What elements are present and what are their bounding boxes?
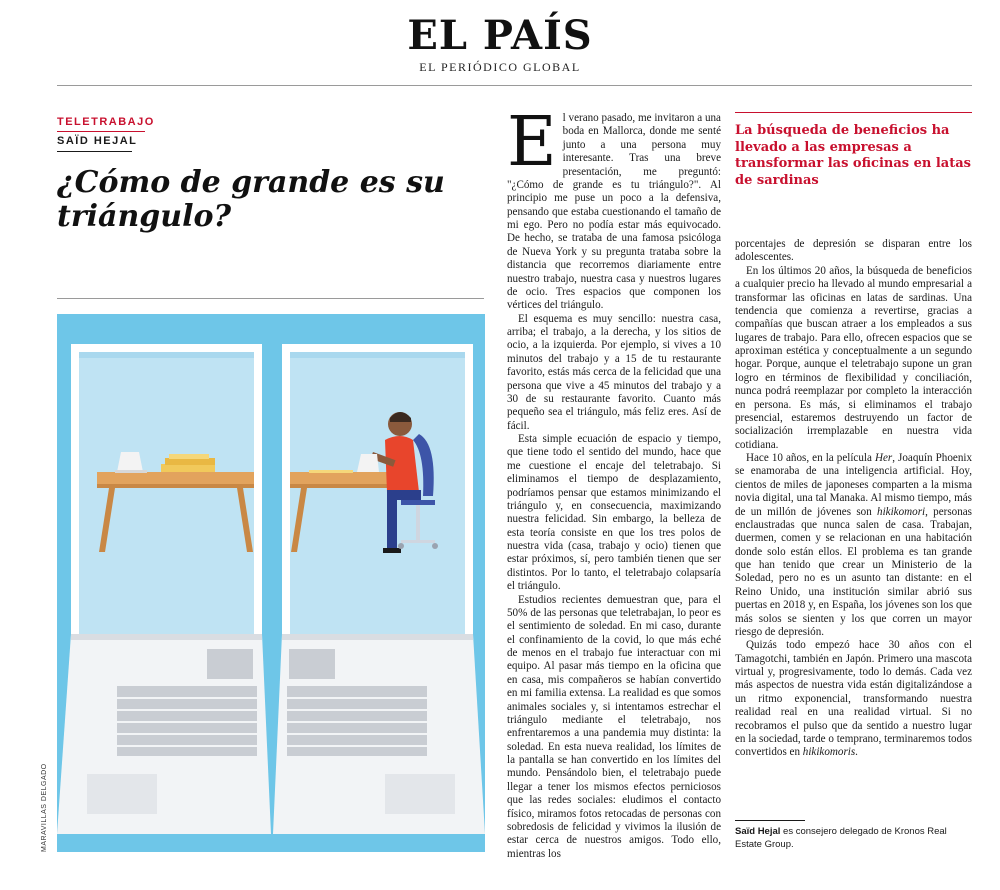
article-illustration [57,314,485,852]
body-paragraph: porcentajes de depresión se disparan entre los adolescentes. [735,238,972,264]
brand-tagline: EL PERIÓDICO GLOBAL [419,60,581,74]
pull-quote: La búsqueda de beneficios ha llevado a las empresas a transformar las oficinas en latas de sardinas [735,123,971,188]
illustration-credit: MARAVILLAS DELGADO [41,763,48,852]
author-bio: Saïd Hejal es consejero delegado de Kronos Real Estate Group. [735,826,947,850]
term-italic: hikikomoris [802,746,856,759]
author-label[interactable]: SAÏD HEJAL [57,135,138,147]
term-italic: hikikomori [877,505,926,518]
pull-quote-rule [735,112,972,113]
body-paragraph: Esta simple ecuación de espacio y tiempo, que tiene todo el sentido del mundo, hace que me cuestione el encaje del teletrabajo. Si eliminamos el tiempo de desplazamiento, podríamos pensar que estamos minimizando el triángulo y, en consecuencia, maximizando nuestra felicidad. Sin embargo, la belleza de esta teoría consiste en que los tres polos de nuestra vida (casa, trabajo y ocio) tienen que estar próximos, sí, pero también tienen que ser distintos. Por lo tanto, el teletrabajo colapsaría el triángulo. [507,433,721,593]
section-label[interactable]: TELETRABAJO [57,116,155,128]
body-column-1 [507,103,721,861]
bio-divider [735,820,805,821]
brand-logo[interactable]: EL PAÍS [407,12,593,59]
body-paragraph: El esquema es muy sencillo: nuestra casa, arriba; el trabajo, a la derecha, y los sitios de ocio, a la izquierda. Por ejemplo, si vives a 10 minutos del trabajo y a 15 de tu restaurante favorito, estás más cerca de la felicidad que una persona que vive a 45 minutos del trabajo y a 30 de su restaurante favorito. Cuanto más pequeño sea el triángulo, más feliz eres. Así de fácil. [507,312,721,432]
body-paragraph: En los últimos 20 años, la búsqueda de beneficios a cualquier precio ha llevado al mundo empresarial a transformar las oficinas en latas de sardinas. Una tendencia que comienza a revertirse, gracias a compañías que buscan atraer a los empleados a sus lugares de trabajo. Para ello, ofrecen espacios que se aproximan estética y conceptualmente a un segundo hogar. Porque, aunque el teletrabajo supone un gran logro en términos de flexibilidad y conciliación, nunca podrá reemplazar por completo la interacción en persona. Es más, si eliminamos el trabajo presencial, estaremos destruyendo un factor de socialización irremplazable en nuestra vida cotidiana. [735,264,972,451]
headline-divider [57,298,484,299]
body-paragraph: Hace 10 años, en la película Her, Joaquín Phoenix se enamoraba de una inteligencia artificial. Hoy, cientos de miles de japoneses comparten a la misma novia digital, una tal Manaka. Al mismo tiempo, más de un millón de jóvenes son hikikomori, personas enclaustradas que nunca salen de casa. Trabajan, duermen, comen y se relacionan en una habitación donde solo están ellos. El problema es tan grande que han tenido que crear un Ministerio de la Soledad, pero no es un asunto tan distante: en el Reino Unido, una institución similar abrió sus puertas en 2018 y, en España, los jóvenes son los que más solos se sienten y los que corren un mayor riesgo de depresión. [735,452,972,638]
film-title: Her [874,452,893,464]
body-paragraph: Quizás todo empezó hace 30 años con el Tamagotchi, también en Japón. Primero una mascota virtual y, progresivamente, todo lo demás. Cada vez más aspectos de nuestra vida están digitalizándose a un ritmo exponencial, transformando nuestra realidad real en una realidad virtual. Si no recobramos el pulso que da sentido a nuestro lugar en la sociedad, tarde o temprano, terminaremos todos convertidos en hikikomoris. [735,639,972,759]
body-paragraph: Estudios recientes demuestran que, para el 50% de las personas que teletrabajan, lo peor es el sentimiento de soledad. En mi caso, durante el confinamiento de la covid, lo que más eché de menos en el trabajo fue interactuar con mi equipo. Al pasar más tiempo en la oficina que en casa, mis compañeros se habían convertido en mi familia extensa. La realidad es que somos animales sociales y, si intentamos estrechar el triángulo mediante el teletrabajo, nos enfrentaremos a una pandemia muy distinta: la soledad. En esta nueva realidad, los límites de la pantalla se han convertido en los límites del mundo. Pensándolo bien, el teletrabajo puede llegar a tener los mismos efectos perniciosos que las redes sociales: eludimos el contacto físico, miramos fotos retocadas de personas con sobredosis de felicidad y vivimos la ilusión de estar cerca de nuestros amigos. Todo ello, mientras los [507,593,721,860]
article-headline: ¿Cómo de grande es su triángulo? [57,165,445,234]
masthead-divider [57,85,972,86]
bio-author-name: Saïd Hejal [735,826,781,837]
drop-cap: E [507,103,557,182]
body-column-2 [735,238,972,760]
remote-work-illustration [57,314,485,852]
author-underline [57,151,132,152]
section-underline [57,131,145,132]
masthead [0,14,1000,75]
body-paragraph: El verano pasado, me invitaron a una boda en Mallorca, donde me senté junto a una persona muy interesante. Tras una breve presentación, me preguntó: "¿Cómo de grande es tu triángulo?". Al principio me puse un poco a la defensiva, pensando que estaba cuestionando el tamaño de mi ego. Pero no podía estar más equivocado. De hecho, se trataba de una famosa psicóloga de Nueva York y su pregunta trataba sobre la distancia que recorremos diariamente entre nuestro trabajo, nuestra casa y nuestros lugares de ocio. Tres espacios que componen los vértices del triángulo. [507,103,721,312]
